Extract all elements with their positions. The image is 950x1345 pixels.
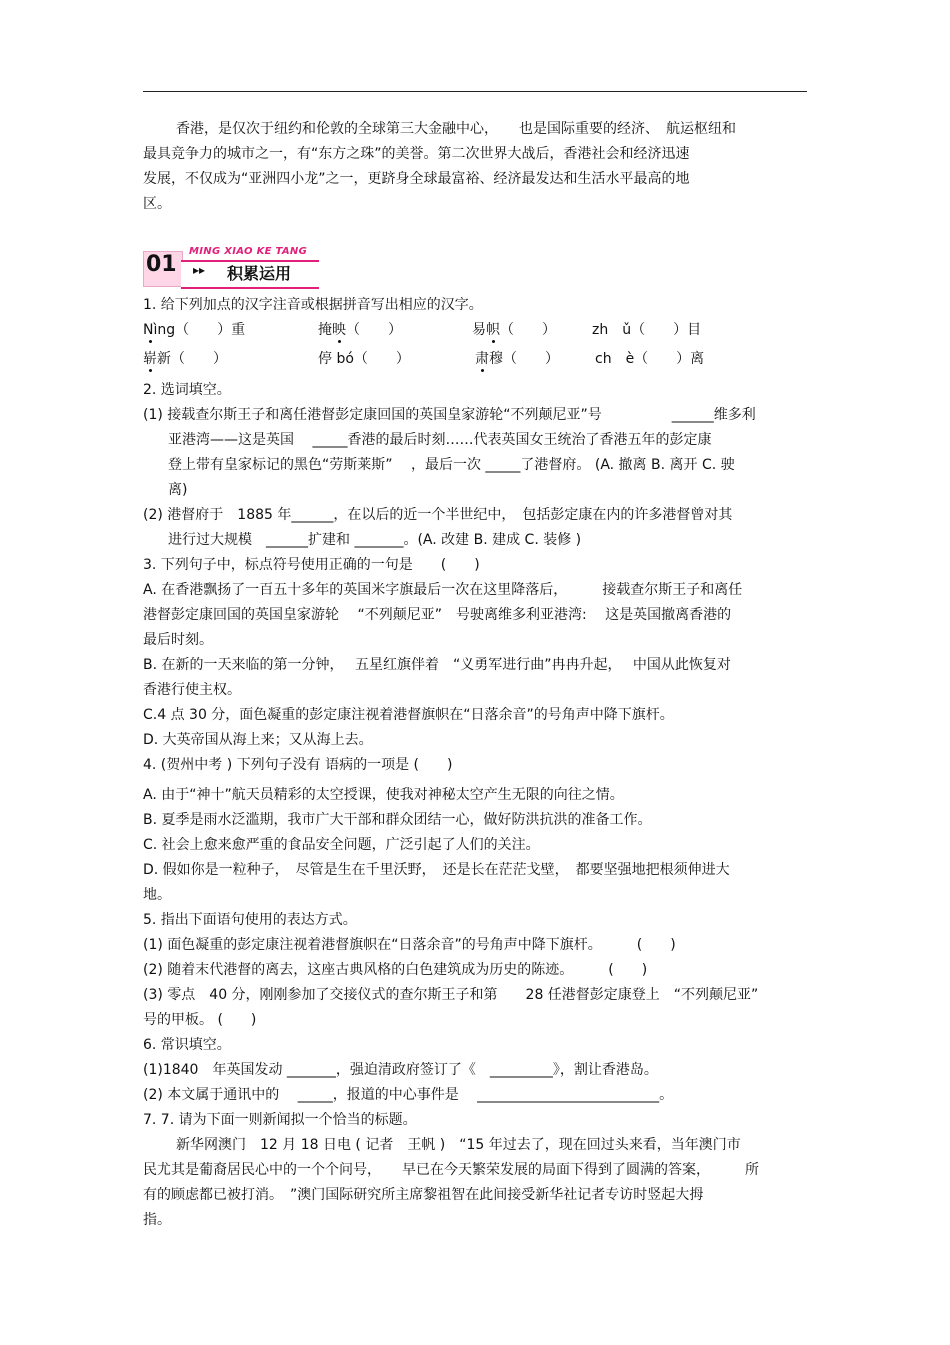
q1-item-6: 停 bó（ ）: [318, 351, 410, 367]
q3-a-line-1: A. 在香港飘扬了一百五十多年的英国米字旗最后一次在这里降落后， 接载查尔斯王子和离任: [143, 582, 743, 598]
q4-d-line-1: D. 假如你是一粒种子， 尽管是生在千里沃野， 还是长在茫茫戈壁， 都要坚强地把根须伸进大: [143, 862, 730, 878]
q2-2-line-2: 进行过大规模 ______扩建和 _______。(A. 改建 B. 建成 C. 装修 ): [168, 532, 582, 548]
q2-title: 2. 选词填空。: [143, 382, 231, 398]
q2-1-line-1: (1) 接载查尔斯王子和离任港督彭定康回国的英国皇家游轮“不列颠尼亚”号 ______维多利: [143, 407, 756, 423]
q5-1: (1) 面色凝重的彭定康注视着港督旗帜在“日落余音”的号角声中降下旗杆。 ( ): [143, 937, 676, 953]
intro-line-3: 发展，不仅成为“亚洲四小龙”之一，更跻身全球最富裕、经济最发达和生活水平最高的地: [143, 171, 690, 187]
q6-1: (1)1840 年英国发动 _______，强迫清政府签订了《 _________》，割让香港岛。: [143, 1062, 658, 1078]
q3-b-line-1: B. 在新的一天来临的第一分钟， 五星红旗伴着 “义勇军进行曲”冉冉升起， 中国从此恢复对: [143, 657, 731, 673]
banner-number: 01: [146, 252, 177, 277]
q1-item-1: Nìng（ ）重: [143, 322, 246, 338]
intro-line-1: 香港，是仅次于纽约和伦敦的全球第三大金融中心， 也是国际重要的经济、 航运枢纽和: [176, 121, 736, 137]
q5-2: (2) 随着末代港督的离去，这座古典风格的白色建筑成为历史的陈迹。 ( ): [143, 962, 648, 978]
q4-title: 4. (贺州中考 ) 下列句子没有 语病的一项是 ( ): [143, 757, 453, 773]
q5-title: 5. 指出下面语句使用的表达方式。: [143, 912, 357, 928]
q3-a-line-3: 最后时刻。: [143, 632, 213, 648]
q7-news-line-1: 新华网澳门 12 月 18 日电 ( 记者 王帆 ) “15 年过去了，现在回过头来看，当年澳门市: [176, 1137, 741, 1153]
double-arrow-icon: ▸▸: [193, 263, 206, 277]
q1-title: 1. 给下列加点的汉字注音或根据拼音写出相应的汉字。: [143, 297, 483, 313]
q6-title: 6. 常识填空。: [143, 1037, 231, 1053]
q3-c: C.4 点 30 分，面色凝重的彭定康注视着港督旗帜在“日落余音”的号角声中降下旗杆。: [143, 707, 674, 723]
q1-item-4: zh ǔ（ ）目: [592, 322, 702, 338]
q4-b: B. 夏季是雨水泛滥期，我市广大干部和群众团结一心，做好防洪抗洪的准备工作。: [143, 812, 652, 828]
q4-a: A. 由于“神十”航天员精彩的太空授课，使我对神秘太空产生无限的向往之情。: [143, 787, 624, 803]
q3-title: 3. 下列句子中，标点符号使用正确的一句是 ( ): [143, 557, 480, 573]
section-banner: [143, 246, 321, 288]
q1-item-2: 掩映（ ）: [318, 322, 402, 338]
q2-2-line-1: (2) 港督府于 1885 年______，在以后的近一个半世纪中， 包括彭定康在内的许多港督曾对其: [143, 507, 733, 523]
banner-title: 积累运用: [227, 264, 292, 283]
top-rule: [143, 91, 807, 92]
q1-item-7: 肃穆（ ）: [475, 351, 559, 367]
q3-b-line-2: 香港行使主权。: [143, 682, 241, 698]
intro-line-2: 最具竞争力的城市之一，有“东方之珠”的美誉。第二次世界大战后，香港社会和经济迅速: [143, 146, 690, 162]
q7-title: 7. 7. 请为下面一则新闻拟一个恰当的标题。: [143, 1112, 417, 1128]
q3-d: D. 大英帝国从海上来；又从海上去。: [143, 732, 373, 748]
q7-news-line-2: 民尤其是葡裔居民心中的一个个问号， 早已在今天繁荣发展的局面下得到了圆满的答案， 所: [143, 1162, 759, 1178]
q1-item-5: 崭新（ ）: [143, 351, 227, 367]
q6-2: (2) 本文属于通讯中的 _____，报道的中心事件是 __________________________。: [143, 1087, 674, 1103]
q1-item-8: ch è（ ）离: [595, 351, 705, 367]
q4-c: C. 社会上愈来愈严重的食品安全问题，广泛引起了人们的关注。: [143, 837, 540, 853]
q3-a-line-2: 港督彭定康回国的英国皇家游轮 “不列颠尼亚” 号驶离维多利亚港湾: 这是英国撤离香港的: [143, 607, 732, 623]
q4-d-line-2: 地。: [143, 887, 171, 903]
q7-news-line-4: 指。: [143, 1212, 171, 1228]
intro-line-4: 区。: [143, 196, 171, 212]
q2-1-line-3: 登上带有皇家标记的黑色“劳斯莱斯” ，最后一次 _____了港督府。 (A. 撤离 B. 离开 C. 驶: [168, 457, 735, 473]
q1-item-3: 易帜（ ）: [472, 322, 556, 338]
q7-news-line-3: 有的顾虑都已被打消。 ”澳门国际研究所主席黎祖智在此间接受新华社记者专访时竖起大拇: [143, 1187, 704, 1203]
q2-1-line-2: 亚港湾——这是英国 _____香港的最后时刻……代表英国女王统治了香港五年的彭定康: [168, 432, 712, 448]
banner-pinyin: MING XIAO KE TANG: [189, 246, 308, 257]
q2-1-line-4: 离): [168, 482, 188, 498]
q5-3-line-2: 号的甲板。 ( ): [143, 1012, 257, 1028]
q5-3-line-1: (3) 零点 40 分，刚刚参加了交接仪式的查尔斯王子和第 28 任港督彭定康登上 “不列颠尼亚”: [143, 987, 759, 1003]
